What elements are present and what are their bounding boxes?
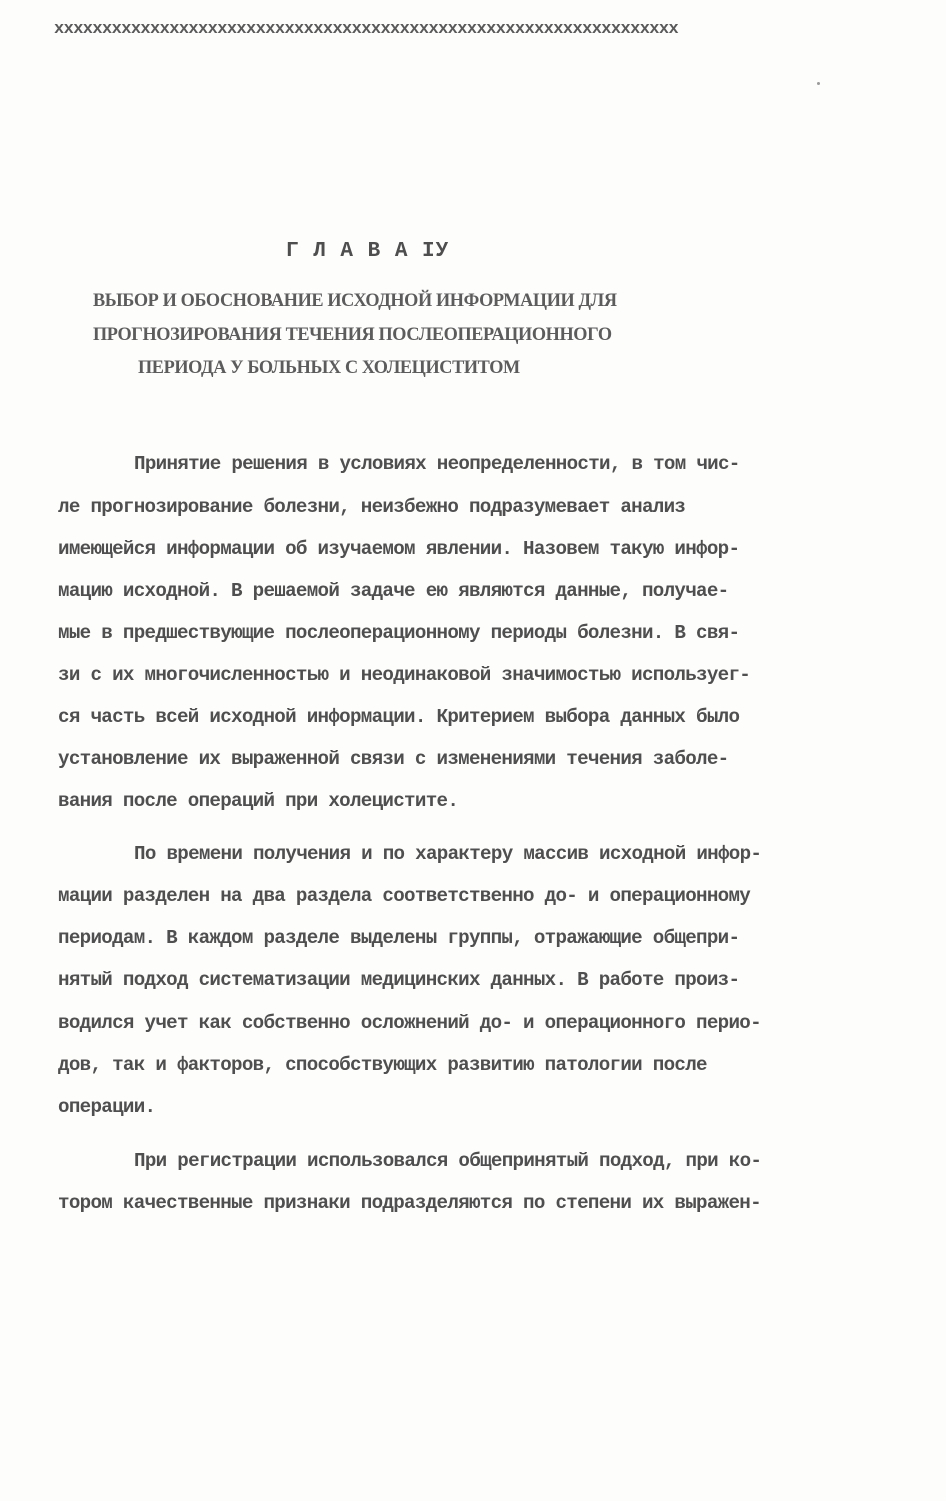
p2-line-7: операции. <box>58 1096 156 1118</box>
p1-line-9: вания после операций при холецистите. <box>58 790 459 812</box>
p2-line-6: дов, так и факторов, способствующих развитию патологии после <box>58 1054 707 1076</box>
p1-line-4: мацию исходной. В решаемой задаче ею являются данные, получае- <box>58 580 729 602</box>
p2-line-4: нятый подход систематизации медицинских данных. В работе произ- <box>58 969 740 991</box>
p1-line-6: зи с их многочисленностью и неодинаковой значимостью используег- <box>58 664 751 686</box>
title-line-1: ВЫБОР И ОБОСНОВАНИЕ ИСХОДНОЙ ИНФОРМАЦИИ ДЛЯ <box>93 290 617 311</box>
chapter-heading: Г Л А В А IУ <box>286 240 450 263</box>
p2-line-1: По времени получения и по характеру массив исходной инфор- <box>134 843 762 865</box>
p1-line-2: ле прогнозирование болезни, неизбежно подразумевает анализ <box>58 496 686 518</box>
p1-line-8: установление их выраженной связи с изменениями течения заболе- <box>58 748 729 770</box>
p1-line-7: ся часть всей исходной информации. Критерием выбора данных было <box>58 706 740 728</box>
title-line-3: ПЕРИОДА У БОЛЬНЫХ С ХОЛЕЦИСТИТОМ <box>138 357 520 378</box>
p3-line-1: При регистрации использовался общепринятый подход, при ко- <box>134 1150 762 1172</box>
p1-line-3: имеющейся информации об изучаемом явлении. Назовем такую инфор- <box>58 538 740 560</box>
title-line-2: ПРОГНОЗИРОВАНИЯ ТЕЧЕНИЯ ПОСЛЕОПЕРАЦИОННОГО <box>93 324 612 345</box>
p2-line-2: мации разделен на два раздела соответственно до- и операционному <box>58 885 751 907</box>
p3-line-2: тором качественные признаки подразделяются по степени их выражен- <box>58 1192 761 1214</box>
header-x-rule: xxxxxxxxxxxxxxxxxxxxxxxxxxxxxxxxxxxxxxxxxxxxxxxxxxxxxxxxxxxxxxxxx <box>54 20 679 39</box>
p1-line-5: мые в предшествующие послеоперационному периоды болезни. В свя- <box>58 622 740 644</box>
p2-line-3: периодам. В каждом разделе выделены группы, отражающие общепри- <box>58 927 740 949</box>
p1-line-1: Принятие решения в условиях неопределенности, в том чис- <box>134 453 740 475</box>
p2-line-5: водился учет как собственно осложнений до- и операционного перио- <box>58 1012 761 1034</box>
speck-mark <box>817 82 820 85</box>
